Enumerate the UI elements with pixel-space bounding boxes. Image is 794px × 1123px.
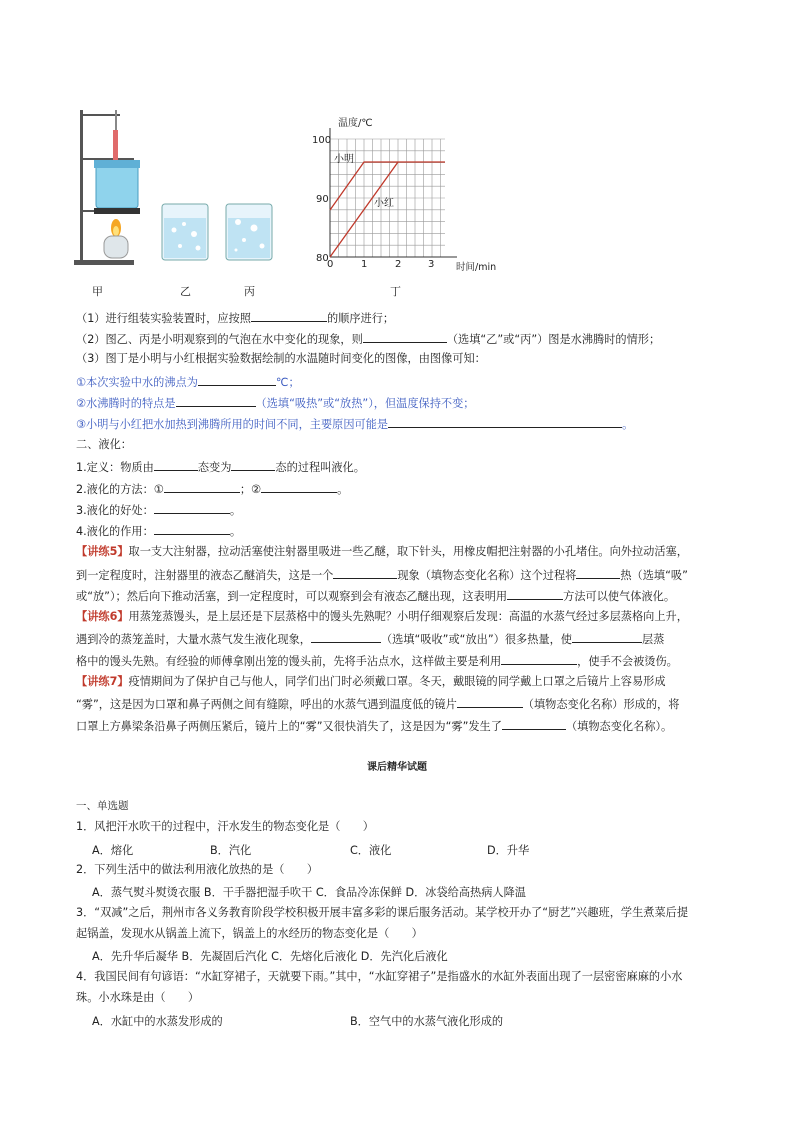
practice-title: 课后精华试题	[367, 762, 427, 773]
benefit-line: 3.液化的好处： 。	[76, 504, 242, 517]
answer-blank[interactable]	[251, 310, 327, 322]
exercise-5-line-3: 或“放”）；然后向下推动活塞，到一定程度时，可以观察到会有液态乙醚出现，这表明用 方法可以使气体液化。	[76, 590, 676, 603]
q1-option-c[interactable]: C．液化	[350, 844, 392, 857]
q2-options[interactable]: A．蒸气熨斗熨烫衣服 B．干手器把湿手吹干 C．食品冷冻保鲜 D．冰袋给高热病人降温	[92, 886, 526, 899]
practice-q2-stem: 2．下列生活中的做法利用液化放热的是（ ）	[76, 863, 319, 876]
answer-blank[interactable]	[154, 502, 230, 514]
question-3b: ②水沸腾时的特点是 （选填“吸热”或“放热”），但温度保持不变；	[76, 397, 475, 410]
question-3: （3）图丁是小明与小红根据实验数据绘制的水温随时间变化的图像，由图像可知：	[76, 352, 486, 365]
question-1: （1）进行组装实验装置时，应按照 的顺序进行；	[76, 312, 395, 325]
answer-blank[interactable]	[572, 631, 642, 643]
caption-bing: 丙	[244, 285, 255, 298]
exercise-7-line-3: 口罩上方鼻梁条沿鼻子两侧压紧后，镜片上的“雾”又很快消失了，这是因为“雾”发生了 （填物态变化名称）。	[76, 720, 673, 733]
methods-line: 2.液化的方法：① ；② 。	[76, 483, 349, 496]
label-xiaohong: 小红	[374, 198, 394, 209]
practice-q1-stem: 1．风把汗水吹干的过程中，汗水发生的物态变化是（ ）	[76, 820, 374, 833]
exercise-6-tag: 【讲练6】	[76, 610, 129, 623]
caption-yi: 乙	[180, 285, 191, 298]
answer-blank[interactable]	[576, 567, 620, 579]
answer-blank[interactable]	[501, 653, 577, 665]
ytick-90: 90	[316, 194, 329, 205]
label-xiaoming: 小明	[334, 154, 354, 165]
iron-stand-apparatus	[74, 110, 140, 265]
answer-blank[interactable]	[154, 459, 198, 471]
practice-q3-line-2: 起锅盖，发现水从锅盖上流下，锅盖上的水经历的物态变化是（ ）	[76, 927, 423, 940]
exercise-7-line-1: 【讲练7】疫情期间为了保护自己与他人，同学们出门时必须戴口罩。冬天，戴眼镜的同学戴上口罩之后镜片上容易形成	[76, 675, 666, 688]
exercise-6-line-1: 【讲练6】用蒸笼蒸馒头，是上层还是下层蒸格中的馒头先熟呢？小明仔细观察后发现：高温的水蒸气经过多层蒸格向上升，	[76, 610, 688, 623]
q3-options[interactable]: A．先升华后凝华 B．先凝固后汽化 C．先熔化后液化 D．先汽化后液化	[92, 950, 448, 963]
caption-ding: 丁	[390, 285, 401, 298]
ytick-80: 80	[316, 253, 329, 264]
question-2: （2）图乙、丙是小明观察到的气泡在水中变化的现象，则 （选填“乙”或“丙”）图是水沸腾时的情形；	[76, 333, 661, 346]
question-3a: ①本次实验中水的沸点为 ℃；	[76, 376, 300, 389]
caption-jia: 甲	[92, 285, 103, 298]
exercise-6-line-3: 格中的馒头先熟。有经验的师傅拿刚出笼的馒头前，先将手沾点水，这样做主要是利用 ，使手不会被烫伤。	[76, 655, 678, 668]
answer-blank[interactable]	[176, 395, 256, 407]
q4-option-b[interactable]: B．空气中的水蒸气液化形成的	[350, 1015, 504, 1028]
answer-blank[interactable]	[154, 523, 230, 535]
practice-q3-line-1: 3．“双减”之后，荆州市各义务教育阶段学校积极开展丰富多彩的课后服务活动。某学校开办了“厨艺”兴趣班，学生煮菜后提	[76, 906, 689, 919]
xtick-3: 3	[428, 259, 435, 270]
xtick-2: 2	[395, 259, 402, 270]
xtick-0: 0	[327, 259, 334, 270]
temperature-graph	[312, 114, 512, 274]
function-line: 4.液化的作用： 。	[76, 525, 242, 538]
exercise-6-line-2: 遇到冷的蒸笼盖时，大量水蒸气发生液化现象， （选填“吸收”或“放出”）很多热量，使 层蒸	[76, 633, 665, 646]
answer-blank[interactable]	[311, 631, 381, 643]
answer-blank[interactable]	[457, 696, 523, 708]
practice-q4-line-1: 4．我国民间有句谚语：“水缸穿裙子，天就要下雨。”其中，“水缸穿裙子”是指盛水的水缸外表面出现了一层密密麻麻的小水	[76, 970, 683, 983]
answer-blank[interactable]	[333, 567, 397, 579]
answer-blank[interactable]	[502, 718, 566, 730]
answer-blank[interactable]	[363, 331, 447, 343]
answer-blank[interactable]	[198, 374, 276, 386]
exercise-5-tag: 【讲练5】	[76, 545, 129, 558]
answer-blank[interactable]	[261, 481, 337, 493]
definition-line: 1.定义：物质由 态变为 态的过程叫液化。	[76, 461, 365, 474]
graph-xlabel: 时间/min	[456, 262, 497, 273]
answer-blank[interactable]	[388, 416, 622, 428]
beaker-bing	[226, 204, 272, 260]
exercise-5-line-1: 【讲练5】取一支大注射器，拉动活塞使注射器里吸进一些乙醚，取下针头，用橡皮帽把注射器的小孔堵住。向外拉动活塞，	[76, 545, 688, 558]
q1-option-d[interactable]: D．升华	[487, 844, 530, 857]
q1-option-b[interactable]: B．汽化	[210, 844, 252, 857]
question-3c: ③小明与小红把水加热到沸腾所用的时间不同，主要原因可能是 。	[76, 418, 634, 431]
answer-blank[interactable]	[507, 588, 563, 600]
practice-q4-line-2: 珠。小水珠是由（ ）	[76, 991, 200, 1004]
exercise-7-line-2: “雾”，这是因为口罩和鼻子两侧之间有缝隙，呼出的水蒸气遇到温度低的镜片 （填物态变化名称）形成的，将	[76, 698, 680, 711]
practice-heading: 一、单选题	[76, 800, 129, 812]
answer-blank[interactable]	[164, 481, 240, 493]
section-heading-liquefaction: 二、液化：	[76, 438, 132, 451]
apparatus-figures	[70, 100, 290, 272]
graph-ylabel: 温度/℃	[338, 118, 373, 129]
q1-option-a[interactable]: A．熔化	[92, 844, 134, 857]
ytick-100: 100	[312, 135, 332, 146]
exercise-7-tag: 【讲练7】	[76, 675, 129, 688]
beaker-yi	[162, 204, 208, 260]
answer-blank[interactable]	[231, 459, 275, 471]
exercise-5-line-2: 到一定程度时，注射器里的液态乙醚消失，这是一个 现象（填物态变化名称）这个过程将 热（选填“吸”	[76, 569, 688, 582]
q4-option-a[interactable]: A．水缸中的水蒸发形成的	[92, 1015, 223, 1028]
xtick-1: 1	[361, 259, 368, 270]
